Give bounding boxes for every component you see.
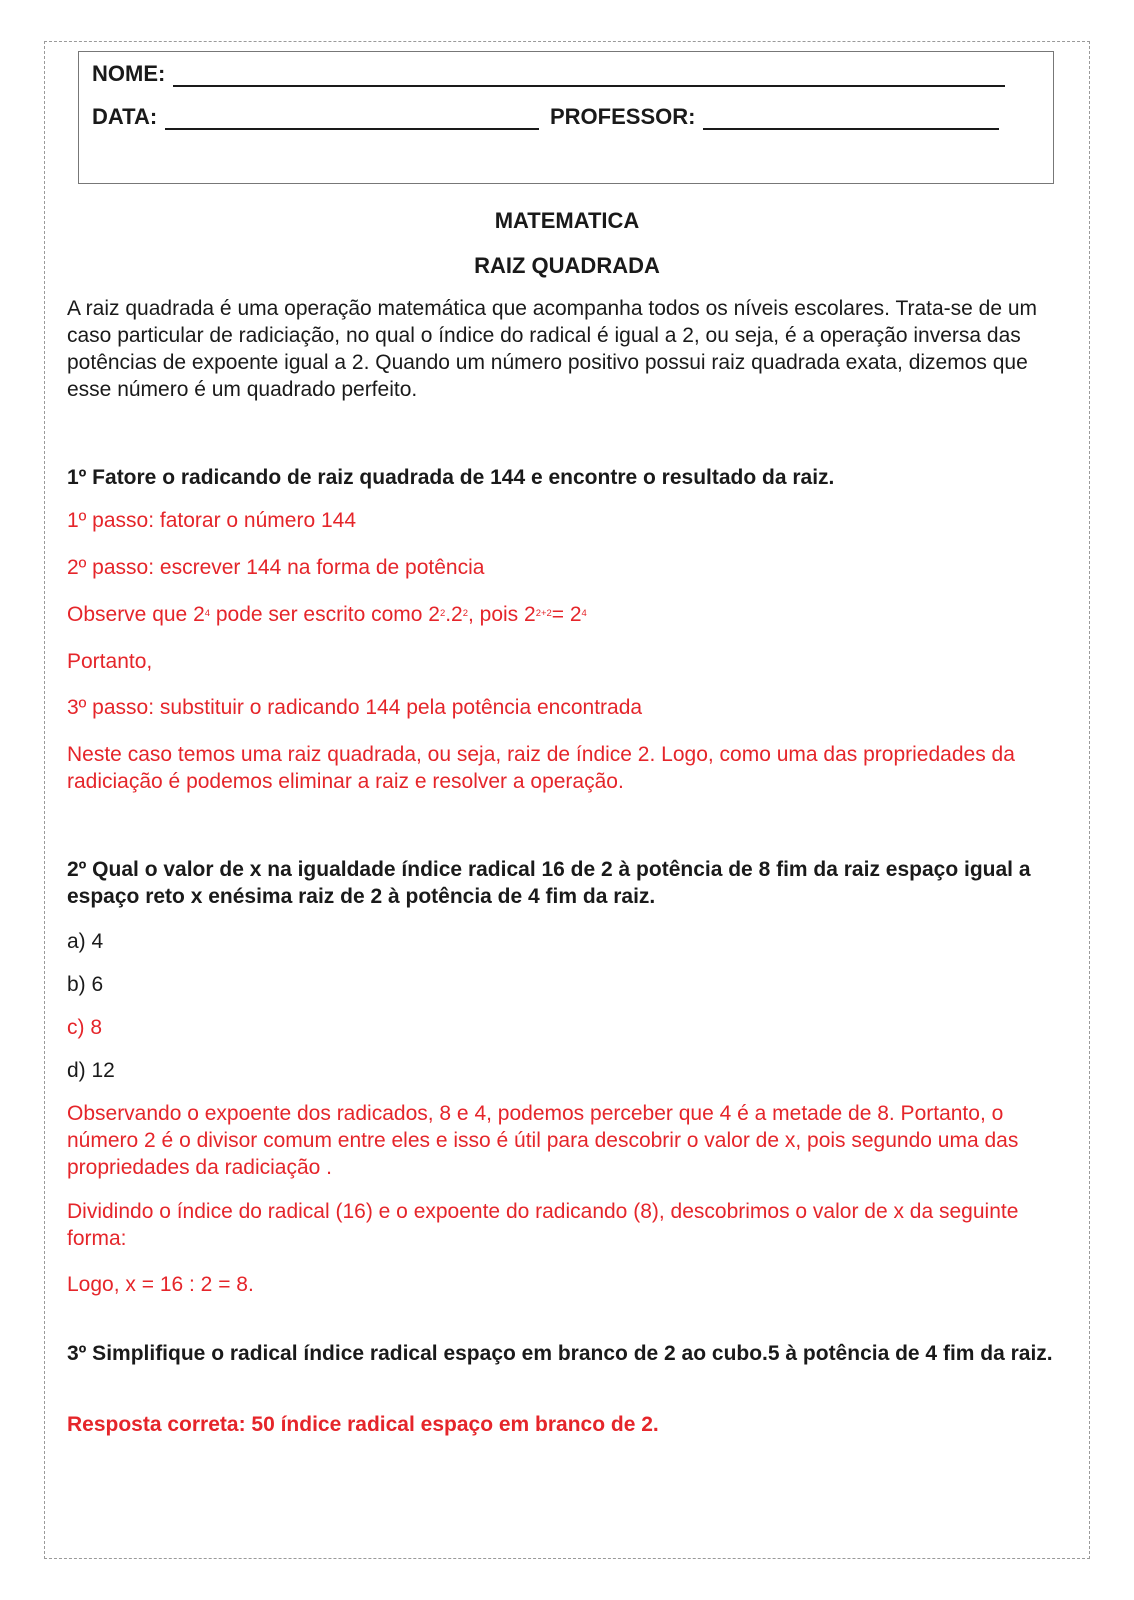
name-blank[interactable] — [173, 65, 1005, 87]
q1-observe: Observe que $2^4$ pode ser escrito como $2^2.2^2$, pois $2^{2+2}= 2^4$ — [67, 603, 587, 626]
q2-option-c[interactable]: c) 8 — [67, 1016, 103, 1039]
teacher-label: PROFESSOR: — [550, 104, 696, 129]
q3-answer: Resposta correta: 50 índice radical espaço em branco de 2. — [67, 1413, 659, 1436]
date-blank[interactable] — [165, 108, 539, 130]
q1-conclusion: Neste caso temos uma raiz quadrada, ou seja, raiz de índice 2. Logo, como uma das propriedades da radiciação é podemos eliminar a raiz e resolver a operação. — [67, 743, 1015, 793]
q1-portanto: Portanto, — [67, 650, 153, 673]
question-3: 3º Simplifique o radical índice radical espaço em branco de 2 ao cubo.5 à potência de 4 fim da raiz. — [67, 1342, 1053, 1365]
question-1: 1º Fatore o radicando de raiz quadrada de 144 e encontre o resultado da raiz. — [67, 466, 835, 489]
q2-explanation-2: Dividindo o índice do radical (16) e o expoente do radicando (8), descobrimos o valor de x da seguinte forma: — [67, 1200, 1019, 1250]
date-field — [92, 104, 539, 130]
q2-option-a[interactable]: a) 4 — [67, 930, 104, 953]
topic-title: RAIZ QUADRADA — [474, 253, 660, 278]
q1-step-3: 3º passo: substituir o radicando 144 pela potência encontrada — [67, 696, 643, 719]
q2-result: Logo, x = 16 : 2 = 8. — [67, 1273, 254, 1296]
q1-step-2: 2º passo: escrever 144 na forma de potência — [67, 556, 485, 579]
q2-option-d[interactable]: d) 12 — [67, 1059, 115, 1082]
q2-option-b[interactable]: b) 6 — [67, 973, 104, 996]
q1-step-1: 1º passo: fatorar o número 144 — [67, 509, 357, 532]
question-2: 2º Qual o valor de x na igualdade índice radical 16 de 2 à potência de 8 fim da raiz espaço igual a espaço reto x enésima raiz de 2 à potência de 4 fim da raiz. — [67, 858, 1031, 908]
intro-paragraph: A raiz quadrada é uma operação matemática que acompanha todos os níveis escolares. Trata-se de um caso particular de radiciação, no qual o índice do radical é igual a 2, ou seja, é a operação inversa das potências de expoente igual a 2. Quando um número positivo possui raiz quadrada exata, dizemos que esse número é um quadrado perfeito. — [67, 297, 1038, 401]
q2-explanation-1: Observando o expoente dos radicados, 8 e 4, podemos perceber que 4 é a metade de 8. Portanto, o número 2 é o divisor comum entre eles e isso é útil para descobrir o valor de x, pois segundo uma das propriedades da radiciação . — [67, 1102, 1019, 1179]
subject-title: MATEMATICA — [494, 208, 640, 233]
date-label: DATA: — [92, 104, 158, 129]
teacher-field — [550, 104, 999, 130]
name-label: NOME: — [92, 61, 166, 86]
name-field — [92, 61, 1005, 87]
teacher-blank[interactable] — [703, 108, 999, 130]
